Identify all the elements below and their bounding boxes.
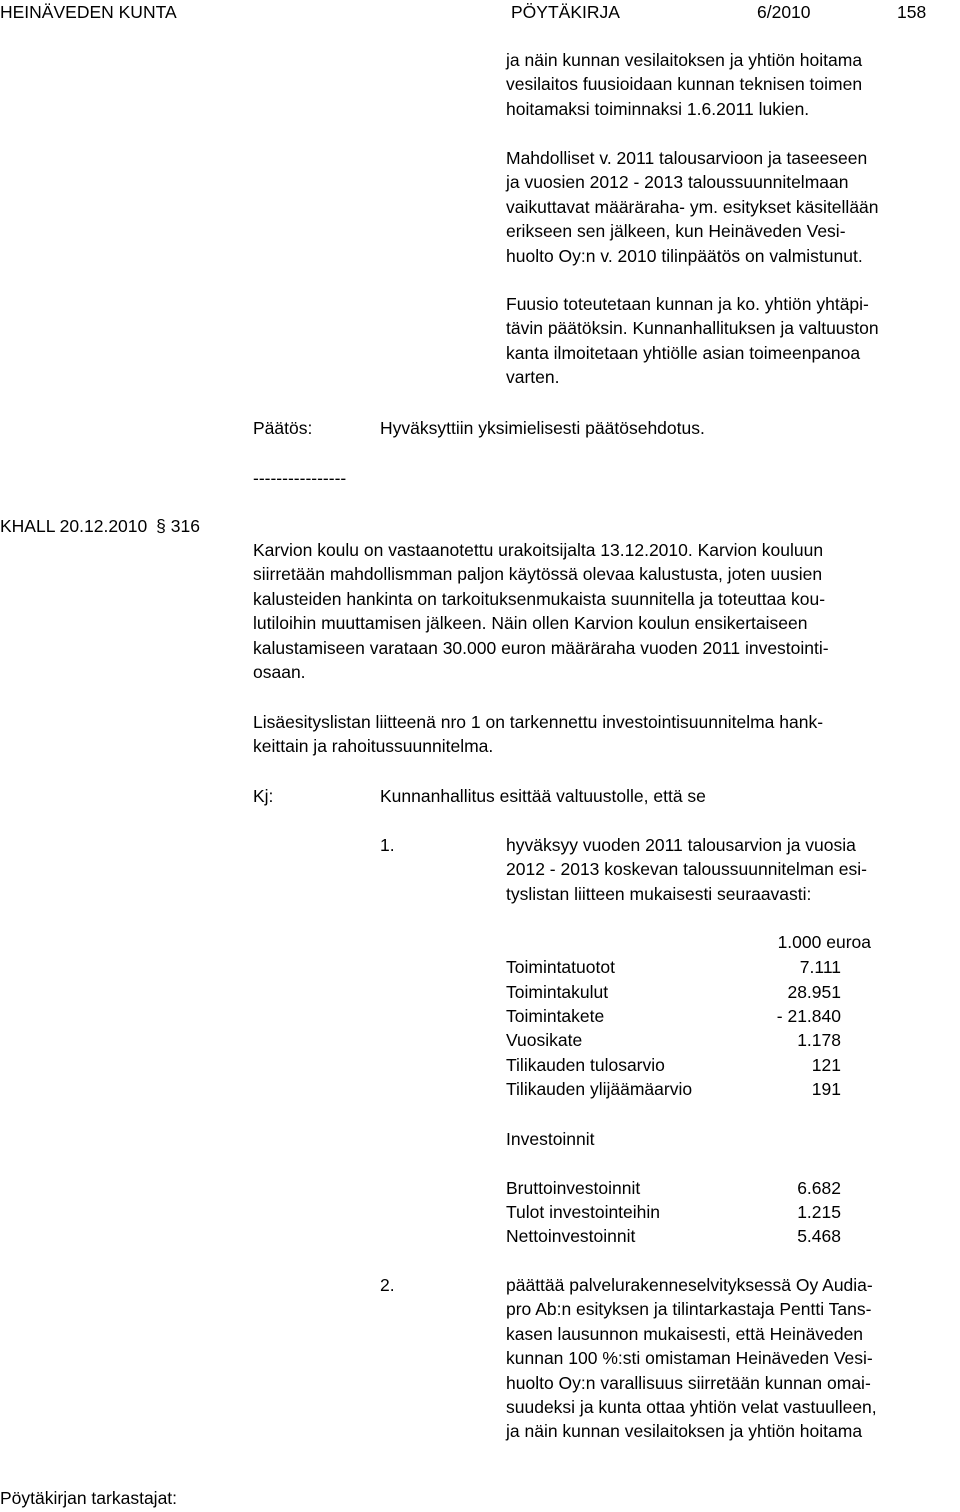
table-row	[506, 1224, 841, 1248]
issue-number: 6/2010	[757, 2, 811, 22]
row-label: Tilikauden tulosarvio	[506, 1055, 665, 1075]
municipality-name: HEINÄVEDEN KUNTA	[0, 2, 177, 22]
unit-label: 1.000 euroa	[777, 932, 871, 952]
fusion-paragraph: Fuusio toteutetaan kunnan ja ko. yhtiön yhtäpi- tävin päätöksin. Kunnanhallituksen ja valtuuston kanta ilmoitetaan yhtiölle asian toimeenpanoa varten.	[506, 294, 879, 388]
row-label: Toimintatuotot	[506, 957, 615, 977]
investments-heading: Investoinnit	[506, 1129, 595, 1149]
table-row	[506, 955, 841, 979]
table-row	[506, 1028, 841, 1052]
reviewers-label: Pöytäkirjan tarkastajat:	[0, 1488, 178, 1508]
table-row	[506, 1077, 841, 1101]
row-value: - 21.840	[776, 1006, 841, 1026]
row-value: 6.682	[797, 1178, 841, 1198]
section-reference: KHALL 20.12.2010	[0, 516, 148, 536]
section-paragraph-2: Lisäesityslistan liitteenä nro 1 on tarkennettu investointisuunnitelma hank- keittain ja rahoitussuunnitelma.	[253, 712, 824, 757]
row-label: Nettoinvestoinnit	[506, 1226, 636, 1246]
row-label: Toimintakulut	[506, 982, 609, 1002]
row-value: 121	[811, 1055, 841, 1075]
document-type: PÖYTÄKIRJA	[511, 2, 620, 22]
section-symbol: §	[156, 516, 166, 536]
decision-text: Hyväksyttiin yksimielisesti päätösehdotus.	[380, 418, 705, 438]
row-value: 1.178	[797, 1030, 841, 1050]
proposal-text: Kunnanhallitus esittää valtuustolle, että se	[380, 786, 706, 806]
row-label: Vuosikate	[506, 1030, 583, 1050]
section-number: 316	[170, 516, 200, 536]
row-label: Tilikauden ylijäämäarvio	[506, 1079, 693, 1099]
section-paragraph-1: Karvion koulu on vastaanotettu urakoitsijalta 13.12.2010. Karvion kouluun siirretään mahdollismman paljon käytössä olevaa kalustusta, joten uusien kalusteiden hankinta on tarkoituksenmukaista suunnitella ja toteuttaa kou- lutiloihin muuttamisen jälkeen. Näin ollen Karvion koulun ensikertaiseen kalustamiseen varataan 30.000 euron määräraha vuoden 2011 investointi- osaan.	[253, 540, 829, 683]
row-value: 1.215	[797, 1202, 841, 1222]
row-label: Bruttoinvestoinnit	[506, 1178, 641, 1198]
row-label: Tulot investointeihin	[506, 1202, 661, 1222]
table-row	[506, 1200, 841, 1224]
page-number: 158	[897, 2, 927, 22]
budget-note-paragraph: Mahdolliset v. 2011 talousarvioon ja taseeseen ja vuosien 2012 - 2013 taloussuunnitelmaan vaikuttavat määräraha- ym. esitykset käsitellään erikseen sen jälkeen, kun Heinäveden Vesi- huolto Oy:n v. 2010 tilinpäätös on valmistunut.	[506, 148, 879, 266]
table-row	[506, 1004, 841, 1028]
row-value: 5.468	[797, 1226, 841, 1246]
continuation-paragraph: ja näin kunnan vesilaitoksen ja yhtiön hoitama vesilaitos fuusioidaan kunnan teknisen toimen hoitamaksi toiminnaksi 1.6.2011 lukien.	[506, 50, 863, 119]
decision-label: Päätös:	[253, 418, 313, 438]
table-row	[506, 1176, 841, 1200]
proposal-label: Kj:	[253, 786, 274, 806]
item-2-number: 2.	[380, 1275, 395, 1295]
item-2-text: päättää palvelurakenneselvityksessä Oy Audia- pro Ab:n esityksen ja tilintarkastaja Pentti Tans- kasen lausunnon mukaisesti, että Heinäveden kunnan 100 %:sti omistaman Heinäveden Vesi- huolto Oy:n varallisuus siirretään kunnan omai- suudeksi ja kunta ottaa yhtiön velat vastuulleen, ja näin kunnan vesilaitoksen ja yhtiön hoitama	[506, 1275, 877, 1442]
separator-line: ----------------	[253, 468, 347, 488]
row-label: Toimintakete	[506, 1006, 605, 1026]
item-1-number: 1.	[380, 835, 395, 855]
table-row	[506, 1053, 841, 1077]
item-1-text: hyväksyy vuoden 2011 talousarvion ja vuosia 2012 - 2013 koskevan taloussuunnitelman esi- tyslistan liitteen mukaisesti seuraavasti:	[506, 835, 867, 904]
row-value: 191	[811, 1079, 841, 1099]
section-heading	[0, 514, 200, 538]
table-row	[506, 980, 841, 1004]
row-value: 7.111	[799, 957, 841, 977]
row-value: 28.951	[787, 982, 841, 1002]
